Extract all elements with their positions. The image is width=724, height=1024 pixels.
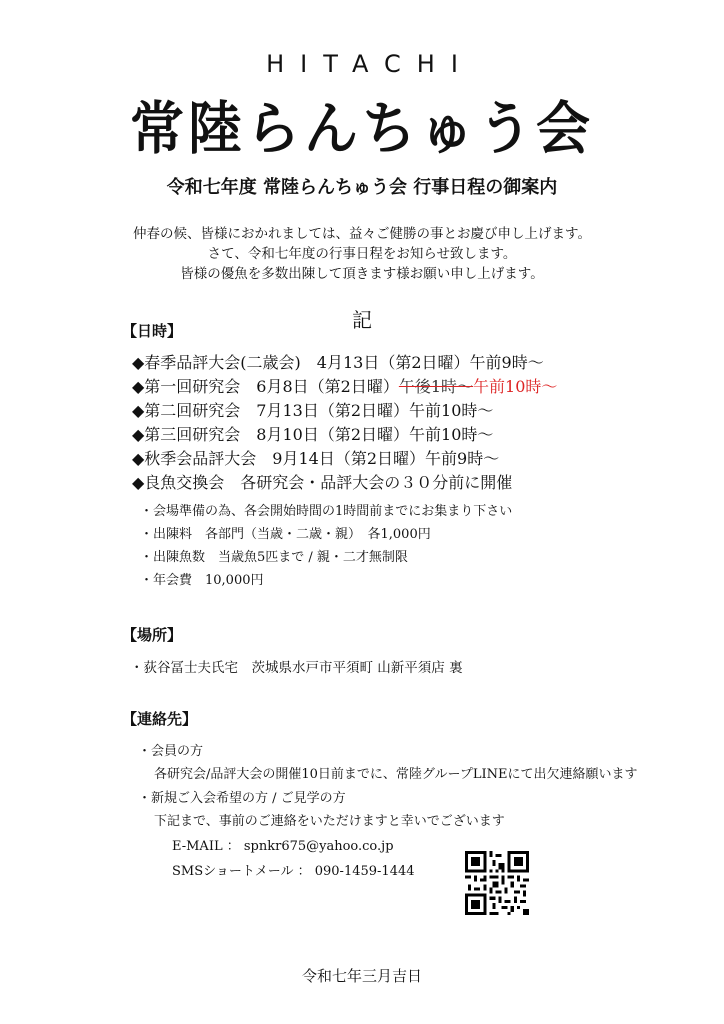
note-fish-count: ・出陳魚数 当歳魚5匹まで / 親・二才無制限 [140, 550, 408, 565]
page-title: 令和七年度 常陸らんちゅう会 行事日程の御案内 [166, 177, 558, 198]
brand-text: HITACHI [266, 50, 474, 78]
note-preparation: ・会場準備の為、各会開始時間の1時間前までにお集まり下さい [140, 504, 513, 519]
club-logo: 常陸らんちゅう会 [130, 94, 594, 162]
schedule-item-research-1 [132, 374, 557, 397]
intro-line-2: さて、令和七年度の行事日程をお知らせ致します。 [207, 246, 517, 262]
intro-line-1: 仲春の候、皆様におかれましては、益々ご健勝の事とお慶び申し上げます。 [133, 226, 591, 242]
qr-code-icon[interactable] [465, 851, 529, 915]
updated-time: 午前10時～ [473, 377, 558, 396]
schedule-item-exchange: ◆良魚交換会 各研究会・品評大会の３０分前に開催 [132, 473, 513, 492]
contact-new-text: 下記まで、事前のご連絡をいただけますと幸いでございます [154, 814, 505, 829]
ki-heading: 記 [352, 308, 372, 332]
contact-member-text: 各研究会/品評大会の開催10日前までに、常陸グループLINEにて出欠連絡願います [154, 767, 638, 782]
contact-member-label: ・会員の方 [138, 744, 204, 759]
schedule-item-research-1-label: ◆第一回研究会 6月8日（第2日曜） [132, 377, 399, 396]
contact-new-label: ・新規ご入会希望の方 / ご見学の方 [138, 791, 346, 806]
note-entry-fee: ・出陳料 各部門（当歳・二歳・親） 各1,000円 [140, 527, 431, 542]
intro-line-3: 皆様の優魚を多数出陳して頂きます様お願い申し上げます。 [180, 266, 544, 282]
location-heading: 【場所】 [122, 626, 183, 644]
note-annual-fee: ・年会費 10,000円 [140, 573, 264, 588]
contact-heading: 【連絡先】 [122, 710, 198, 728]
schedule-item-autumn: ◆秋季会品評大会 9月14日（第2日曜）午前9時～ [132, 449, 500, 468]
schedule-item-research-3: ◆第三回研究会 8月10日（第2日曜）午前10時～ [132, 425, 494, 444]
issue-date: 令和七年三月吉日 [301, 967, 422, 985]
cancelled-time: 午後1時～ [398, 377, 474, 396]
contact-sms[interactable]: SMSショートメール ： 090-1459-1444 [172, 864, 415, 879]
schedule-heading: 【日時】 [122, 322, 183, 340]
location-text: ・荻谷冨士夫氏宅 茨城県水戸市平須町 山新平須店 裏 [130, 660, 463, 676]
schedule-item-spring: ◆春季品評大会(二歳会) 4月13日（第2日曜）午前9時～ [132, 353, 544, 372]
schedule-item-research-2: ◆第二回研究会 7月13日（第2日曜）午前10時～ [132, 401, 494, 420]
contact-email[interactable]: E-MAIL ： spnkr675@yahoo.co.jp [172, 839, 394, 854]
